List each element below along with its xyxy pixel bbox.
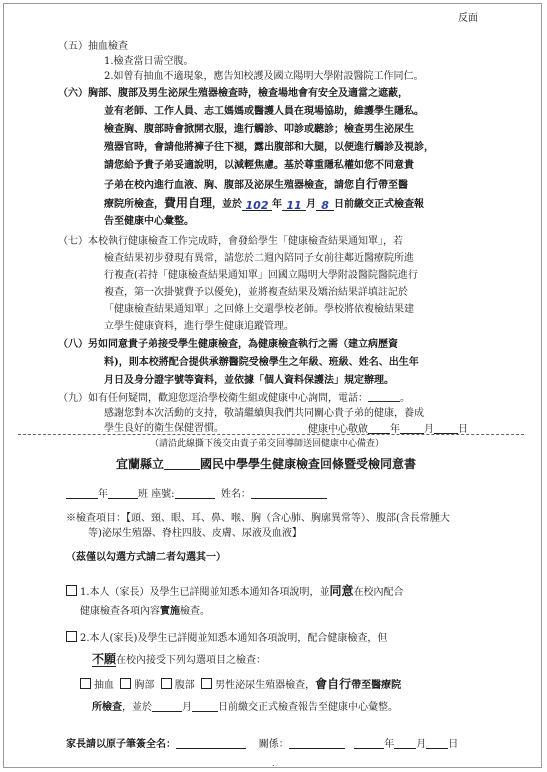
self-report-month-field[interactable] xyxy=(152,701,182,712)
refuse-emphasis: 不願 xyxy=(92,652,117,666)
option-2-line-4: 所檢查，並於 月 日前繳交正式檢查報告至健康中心彙整。 xyxy=(92,702,398,713)
self-emphasis: 自行 xyxy=(354,177,379,191)
deadline-day-field: 8 xyxy=(316,200,334,211)
option-1-line-2: 健康檢查各項內容實施檢查。 xyxy=(80,606,210,617)
section-6-line-4: 殖器官時，會請他將褲子往下褪，露出腹部和大腿，以便進行觸診及視診， xyxy=(104,142,434,153)
exam-items-line-2: 等)泌尿生殖器、脊柱四肢、皮膚、尿液及血液】 xyxy=(88,528,302,539)
sign-month-field[interactable] xyxy=(394,738,416,749)
section-9-line-3: 學生良好的衛生保健習慣。 xyxy=(104,423,224,434)
section-7-line-1: （七）本校執行健康檢查工作完成時，會發給學生「健康檢查結果通知單」，若 xyxy=(58,236,403,247)
phone-blank xyxy=(368,393,400,402)
agree-emphasis: 同意 xyxy=(329,584,354,598)
section-7-line-3: 行複查(若持「健康檢查結果通知單」回國立陽明大學附設醫院醫院進行 xyxy=(104,270,418,281)
page-dot: . xyxy=(272,759,275,768)
deadline-month-field: 11 xyxy=(282,200,306,211)
chest-checkbox[interactable] xyxy=(120,678,131,689)
class-field[interactable] xyxy=(108,488,138,499)
section-6-line-6-text: 子弟在校內進行血液、胸、腹部及泌尿生殖器檢查，請您 xyxy=(104,180,354,191)
option-2-checkbox-row: 抽血 胸部 腹部 男性泌尿生殖器檢查，會自行帶至醫療院 xyxy=(80,678,401,692)
sign-day-field[interactable] xyxy=(426,738,448,749)
option-1-line-1: 1.本人（家長）及學生已詳閱並知悉本通知各項說明，並同意在校內配合 xyxy=(66,585,404,599)
grade-field[interactable] xyxy=(66,488,98,499)
section-8-line-2: 料)，則本校將配合提供承辦醫院受檢學生之年級、班級、姓名、出生年 xyxy=(104,357,419,368)
option-2-line-2: 不願在校內接受下列勾選項目之檢查： xyxy=(92,652,267,666)
seat-field[interactable] xyxy=(175,488,215,499)
page-side-label: 反面 xyxy=(458,13,478,24)
section-6-line-5: 請您給予貴子弟妥適說明，以減輕焦慮。基於尊重隱私權如您不同意貴 xyxy=(104,160,414,171)
section-6-line-2: 並有老師、工作人員、志工媽媽或醫護人員在現場協助，維護學生隱私。 xyxy=(104,106,424,117)
section-6-line-7-e: 日前繳交正式檢查報 xyxy=(334,199,425,210)
section-6-line-6 xyxy=(104,178,408,192)
section-5-line-1: 1.檢查當日需空腹。 xyxy=(104,56,194,67)
parent-signature-row: 家長請以原子筆簽全名： 關係： 年 月 日 xyxy=(66,739,459,750)
fee-emphasis: 費用自理 xyxy=(164,196,213,210)
name-field[interactable] xyxy=(251,488,327,499)
section-6-line-6-tail: 帶至醫 xyxy=(378,180,409,191)
section-7-line-5: 「健康檢查結果通知單」之回條上交還學校老師。學校將依複檢結果建 xyxy=(104,304,414,315)
self-report-day-field[interactable] xyxy=(192,701,218,712)
form-title: 宜蘭縣立 國民中學學生健康檢查回條暨受檢同意書 xyxy=(116,457,417,471)
school-name-field[interactable] xyxy=(164,458,200,470)
genital-checkbox[interactable] xyxy=(201,678,212,689)
option-2-line-1: 2.本人(家長)及學生已詳閱並知悉本通知各項說明，配合健康檢查，但 xyxy=(66,631,387,645)
sign-year-field[interactable] xyxy=(354,738,384,749)
section-6-line-1: （六）胸部、腹部及男生泌尿生殖器檢查時，檢查場地會有安全及適當之遮蔽， xyxy=(58,88,408,99)
section-9-line-1: （九）如有任何疑問，歡迎您逕洽學校衛生組或健康中心詢問，電話： 。 xyxy=(58,393,410,404)
section-9-line-2: 感謝您對本次活動的支持，敬請繼續與我們共同關心貴子弟的健康，養成 xyxy=(104,408,424,419)
parent-signature-field[interactable] xyxy=(176,738,246,749)
section-6-line-8: 告至健康中心彙整。 xyxy=(104,216,194,227)
option-1-checkbox[interactable] xyxy=(66,585,77,596)
deadline-year-field: 102 xyxy=(242,200,272,211)
choose-instruction: （茲僅以勾選方式請二者勾選其一） xyxy=(66,552,226,563)
abdomen-checkbox[interactable] xyxy=(161,678,172,689)
section-5-title: （五）抽血檢查 xyxy=(58,41,128,52)
section-7-line-6: 立學生健康資料，進行學生健康追蹤管理。 xyxy=(104,321,294,332)
relation-field[interactable] xyxy=(289,738,345,749)
section-6-line-3: 檢查胸、腹部時會掀開衣服，進行觸診、叩診或聽診；檢查男生泌尿生 xyxy=(104,124,414,135)
blood-checkbox[interactable] xyxy=(80,678,91,689)
section-7-line-4: 複查，第一次掛號費予以優免)，並將複查結果及矯治結果詳填註記於 xyxy=(104,287,408,298)
exam-items-line-1: ※檢查項目：【頭、頸、眼、耳、鼻、喉、胸（含心肺、胸廓異常等）、腹部(含長常腫大 xyxy=(66,513,450,524)
section-6-line-7-c: ，並於 xyxy=(212,199,243,210)
section-5-line-2: 2.如曾有抽血不適現象，應告知校護及國立陽明大學附設醫院工作同仁。 xyxy=(104,71,424,82)
option-2-checkbox[interactable] xyxy=(66,631,77,642)
section-8-line-1: （八）另如同意貴子弟接受學生健康檢查，為健康檢查執行之需（建立病歷資 xyxy=(58,339,398,350)
student-info-row: 年 班 座號: 姓名： xyxy=(66,488,327,501)
notice-signature: 健康中心敬啟 年 月 日 xyxy=(308,424,468,435)
tear-off-note: （請沿此線撕下後交由貴子弟交回導師送回健康中心備查） xyxy=(150,439,385,449)
tear-off-line xyxy=(18,434,524,435)
section-6-line-7-a: 療院所檢查， xyxy=(104,199,164,210)
section-8-line-3: 月日及身分證字號等資料，並依據「個人資料保護法」規定辦理。 xyxy=(104,375,394,386)
section-6-line-7: 療院所檢查，費用自理，並於 102 年 11 月 8 日前繳交正式檢查報 xyxy=(104,196,425,212)
section-7-line-2: 檢查結果初步發現有異常，請您於二週內陪同子女前往鄰近醫療院所進 xyxy=(104,253,414,264)
